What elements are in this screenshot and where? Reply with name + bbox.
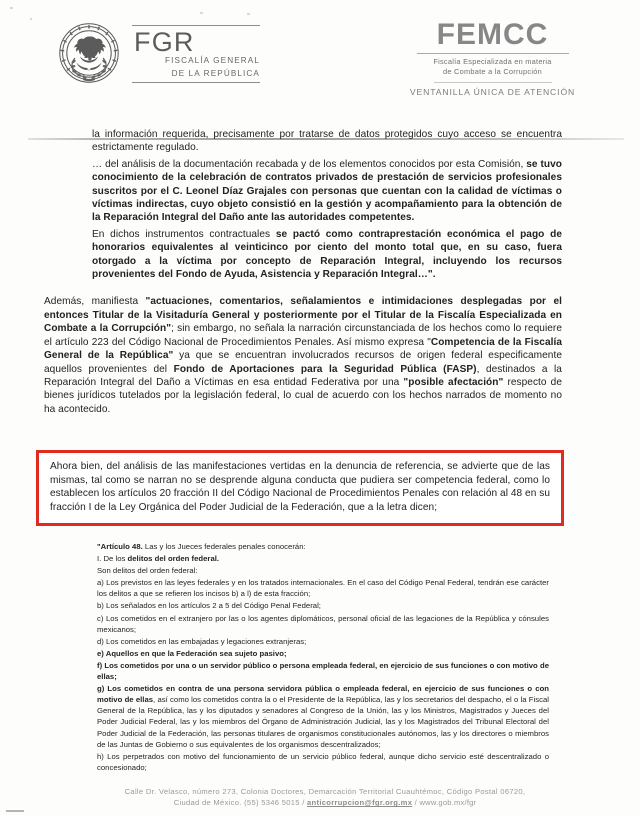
main-p1-lead: Además, manifiesta [44,296,146,308]
main-argument-block [44,295,562,416]
quoted-paragraph-2 [92,158,562,225]
document-footer [40,786,610,809]
article-48-quote [97,541,549,774]
fraction-I-lead: I. De los [97,554,128,564]
document-header [0,18,640,122]
quoted-p3-lead: En dichos instrumentos contractuales [92,228,276,240]
quoted-excerpt-block [92,128,562,281]
article-item-f [97,660,549,682]
main-p1-mid-1: ; sin embargo, no señala la narración circunstanciada de los hechos como lo requiere el artículo 223 del Código Nacional de Procedimientos Penales. Así mismo expresa " [44,323,562,348]
footer-email-link[interactable]: anticorrupcion@fgr.org.mx [307,798,413,808]
scan-artifact [247,13,250,15]
femcc-acronym: FEMCC [436,18,549,51]
main-p1-mid-2: ya que se encuentran involucrados recursos de origen federal especificamente aquellos provenientes del [44,350,562,375]
fgr-rule-bottom [132,82,260,83]
main-p1-quote-1: "actuaciones, comentarios, señalamientos e intimidaciones desplegadas por el entonces Titular de la Visitaduría General y posteriormente por el Titular de la Fiscalía Especializada en Combate a la Corrupción" [44,296,562,335]
article-item-g-rest: , así como los cometidos contra la o el Presidente de la República, las y los secretarios del despacho, el o la Fiscal General de la República, las y los diputados y senadores al Congreso de la Unión, las y los Ministros, Magistrados y Jueces del Poder Judicial Federal, las y los miembros del Órgano de Administración Judicial, las y los Magistrados del Tribunal Electoral del Poder Judicial de la Federación, las personas titulares de organismos constitucionales autónomos, las y los directores o miembros de las Juntas de Gobierno o sus equivalentes de los organismos descentralizados; [97,695,550,749]
article-heading [97,541,549,552]
femcc-subtitle-line1: Fiscalía Especializada en materia [433,57,552,66]
femcc-rule-bottom [434,82,552,83]
femcc-logo-block [385,20,600,97]
femcc-rule-top [417,53,569,54]
fgr-logo-block [58,22,260,84]
article-item-c: c) Los cometidos en el extranjero por las o los agentes diplomáticos, personal oficial de las legaciones de la República y cónsules mexicanos; [97,613,549,634]
article-item-g [97,683,549,750]
article-heading-number: "Artículo 48. [97,542,143,551]
fgr-acronym: FGR [134,27,195,58]
quoted-paragraph-3 [92,228,562,282]
main-p1-tail: respecto de bienes jurídicos tutelados por la legislación federal, lo cual de acuerdo con los hechos narrados de momento no ha acontecido. [44,376,562,415]
main-p1-quote-2: Competencia de la Fiscalía General de la República" [44,336,562,362]
quoted-p2-emphasis: se tuvo conocimiento de la celebración de contratos privados de prestación de servicios profesionales suscritos por el C. Leonel Díaz Grajales con personas que cuentan con la calidad de víctimas o víctimas indirectas, cuyo objeto consistió en la gestión y acompañamiento para la obtención de la Reparación Integral del Daño ante las autoridades competentes. [92,158,562,224]
footer-address-line-1: Calle Dr. Velasco, número 273, Colonia Doctores, Demarcación Territorial Cuauhtémoc, Código Postal 06720, [124,787,526,796]
quoted-paragraph-1 [92,128,562,155]
main-p1-mid-3: , destinados a la Reparación Integral del Daño a Víctimas en esa entidad Federativa por una [44,363,562,388]
article-item-b: b) Los señalados en los artículos 2 a 5 del Código Penal Federal; [97,601,321,611]
red-highlight-box [36,450,564,526]
scan-artifact [10,7,13,9]
document-body [0,128,640,419]
article-item-f-text: f) Los cometidos por una o un servidor público o persona empleada federal, en ejercicio de sus funciones o con motivo de ellas; [97,660,549,682]
article-heading-text: Las y los Jueces federales penales conocerán: [142,542,306,551]
femcc-window-label: VENTANILLA ÚNICA DE ATENCIÓN [409,86,576,97]
scan-artifact [200,12,203,14]
fgr-subtitle-line1: FISCALÍA GENERAL [165,56,260,66]
femcc-subtitle-line2: de Combate a la Corrupción [443,67,542,77]
article-item-g-emphasis: g) Los cometidos en contra de una persona servidora pública o empleada federal, en ejercicio de sus funciones o con motivo de ellas [97,684,549,705]
footer-website-link: www.gob.mx/fgr [419,798,477,808]
paragraph-spacer [0,284,640,295]
main-p1-fasp: Fondo de Aportaciones para la Seguridad Pública (FASP) [173,363,477,375]
footer-address-line-2 [40,797,610,808]
fgr-subtitle-line2: DE LA REPÚBLICA [171,69,260,79]
main-paragraph-1 [44,295,562,416]
main-p1-quote-3: "posible afectación" [403,376,504,388]
article-item-e-text: e) Aquellos en que la Federación sea sujeto pasivo; [97,648,287,658]
fgr-rule-top [132,25,260,26]
highlight-paragraph: Ahora bien, del análisis de las manifestaciones vertidas en la denuncia de referencia, se advierte que de las mismas, tal como se narran no se desprende alguna conducta que pudiera ser competencia federal, como lo establecen los artículos 20 fracción II del Código Nacional de Procedimientos Penales con relación al 48 en su fracción I de la Ley Orgánica del Poder Judicial de la Federación, que a la letra dicen; [50,461,550,513]
fraction-I-emphasis: delitos del orden federal. [127,554,220,564]
article-fraction-I [97,553,549,564]
article-item-h: h) Los perpetrados con motivo del funcionamiento de un servicio público federal, aunque dicho servicio esté descentralizado o concesionado; [97,751,549,772]
article-son-delitos: Son delitos del orden federal: [97,566,198,576]
quoted-p2-lead: … del análisis de la documentación recabada y de los elementos conocidos por esta Comisión, [92,158,527,170]
article-item-a: a) Los previstos en las leyes federales y en los tratados internacionales. En el caso del Código Penal Federal, tendrán ese carácter los delitos a que se refieren los incisos b) a l) de esta fracción; [97,578,549,599]
footer-scan-mark [6,810,24,812]
fgr-wordmark [132,23,260,83]
article-item-e [97,648,549,659]
quoted-p3-emphasis: se pactó como contraprestación económica el pago de honorarios equivalentes al veinticinco por ciento del monto total que, en su caso, fuera otorgado a la víctima por concepto de Reparación Integral, incluyendo los recursos provenientes del Fondo de Ayuda, Asistencia y Reparación Integral…". [92,228,562,281]
footer-city-phone: Ciudad de México. (55) 5346 5015 / [173,798,308,808]
mexican-coat-of-arms-icon [58,22,120,84]
article-item-d: d) Los cometidos en las embajadas y legaciones extranjeras; [97,636,307,646]
quoted-p1-text: la información requerida, precisamente por tratarse de datos protegidos cuyo acceso se encuentra estrictamente regulado. [92,129,562,154]
footer-separator: / [412,798,420,808]
